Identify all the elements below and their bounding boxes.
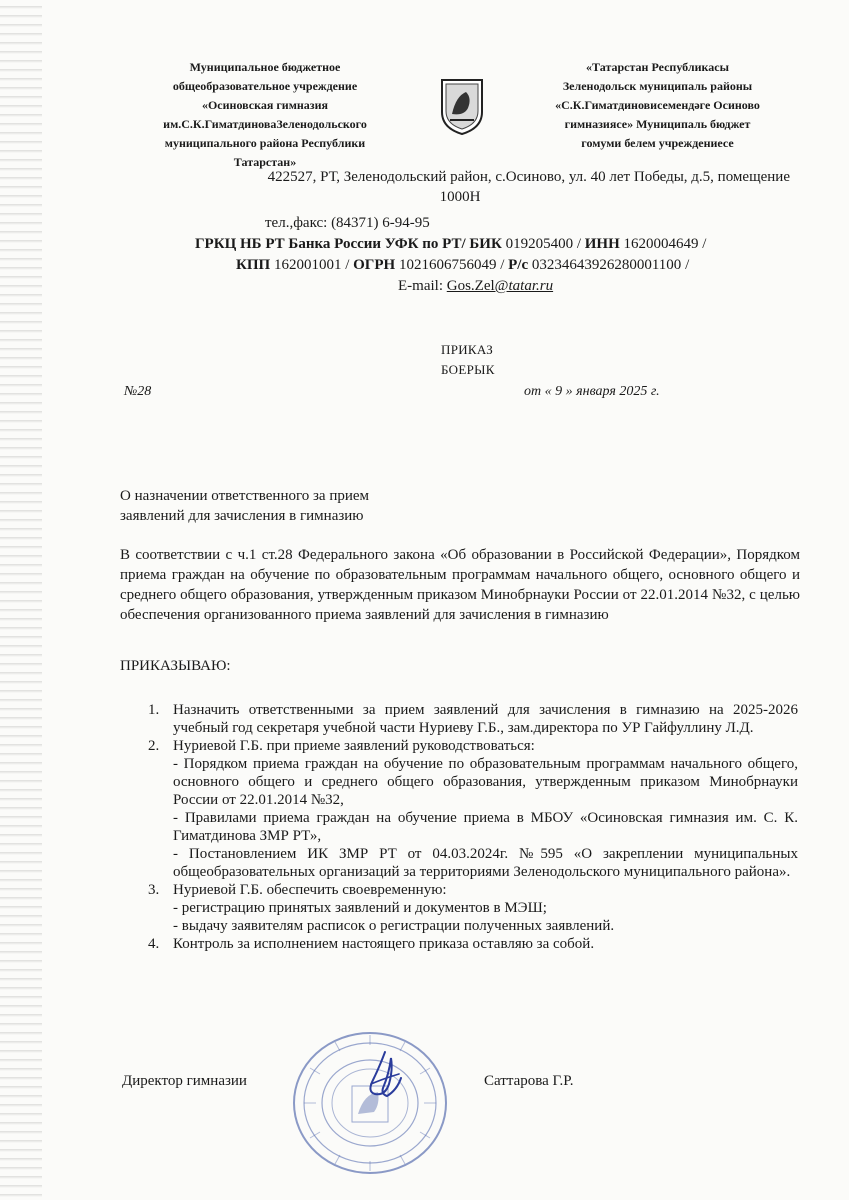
header-left-line: муниципального района Республики — [164, 136, 366, 150]
bank-details-line-2 — [236, 257, 689, 274]
item-number: 4. — [148, 936, 160, 952]
header-right-line: гомуми белем учреждениесе — [581, 136, 734, 150]
header-left-line: им.С.К.ГиматдиноваЗеленодольского — [163, 117, 367, 131]
document-title-ru: ПРИКАЗ — [441, 342, 494, 357]
header-right-line: «Татарстан Республикасы — [586, 60, 729, 74]
item-number: 1. — [148, 702, 160, 718]
email-domain: tatar.ru — [508, 278, 554, 294]
separator: / — [685, 257, 690, 273]
address-line: 1000Н — [439, 189, 481, 205]
list-item — [148, 935, 798, 953]
item-subpoint: - Правилами приема граждан на обучение приема в МБОУ «Осиновская гимназия им. С. К. Гиматдинова ЗМР РТ», — [173, 810, 798, 844]
email-label: E-mail: — [398, 278, 443, 294]
item-subpoint: - выдачу заявителям расписок о регистрации полученных заявлений. — [173, 918, 615, 934]
phone-fax: тел.,факс: (84371) 6-94-95 — [265, 215, 430, 231]
order-number: №28 — [124, 384, 152, 399]
subject-line: заявлений для зачисления в гимназию — [120, 508, 364, 524]
address-line: 422527, РТ, Зеленодольский район, с.Осиново, ул. 40 лет Победы, д.5, помещение — [267, 169, 790, 185]
bank-label: ГРКЦ НБ РТ Банка России УФК по РТ/ БИК — [195, 236, 502, 252]
header-right-line: Зеленодольск муниципаль районы — [562, 79, 753, 93]
ogrn-label: ОГРН — [353, 257, 396, 273]
rs-value: 03234643926280001100 — [531, 257, 682, 273]
email-link[interactable] — [447, 278, 553, 294]
bik-value: 019205400 — [505, 236, 574, 252]
header-left-line: «Осиновская гимназия — [201, 98, 329, 112]
email-line — [398, 278, 553, 295]
separator: / — [702, 236, 707, 252]
item-text: Нуриевой Г.Б. обеспечить своевременную: — [173, 882, 447, 898]
header-right-line: гимназиясе» Муниципаль бюджет — [564, 117, 751, 131]
order-date: от « 9 » января 2025 г. — [524, 384, 660, 399]
order-subject — [120, 486, 440, 526]
orders-heading: ПРИКАЗЫВАЮ: — [120, 658, 231, 674]
item-text: Назначить ответственными за прием заявлений для зачисления в гимназию на 2025-2026 учебный год секретаря учебной части Нуриеву Г.Б., зам.директора по УР Гайфуллину Л.Д. — [173, 702, 798, 736]
item-number: 2. — [148, 738, 160, 754]
address-block — [130, 167, 790, 207]
list-item — [148, 737, 798, 881]
item-number: 3. — [148, 882, 160, 898]
header-right-org-name — [520, 58, 795, 153]
header-left-line: Муниципальное бюджетное — [189, 60, 341, 74]
inn-label: ИНН — [584, 236, 620, 252]
item-subpoint: - Порядком приема граждан на обучение по образовательным программам начального общего, основного общего и среднего общего образования, утвержденным приказом Минобрнауки России от 22.01.2014 №32, — [173, 756, 798, 808]
item-subpoint: - Постановлением ИК ЗМР РТ от 04.03.2024г. №595 «О закреплении муниципальных общеобразовательных организаций за территориями Зеленодольского муниципального района». — [173, 846, 798, 880]
preamble-paragraph: В соответствии с ч.1 ст.28 Федерального закона «Об образовании в Российской Федерации», Порядком приема граждан на обучение по образовательным программам начального общего, основного общего и среднего общего образования, утвержденным приказом Минобрнауки России от 22.01.2014 №32, с целью обеспечения организованного приема заявлений для зачисления в гимназию — [120, 547, 800, 623]
kpp-label: КПП — [236, 257, 271, 273]
bank-details-line-1 — [195, 236, 706, 253]
subject-line: О назначении ответственного за прием — [120, 488, 370, 504]
kpp-value: 162001001 — [273, 257, 342, 273]
header-left-org-name — [130, 58, 400, 172]
inn-value: 1620004649 — [623, 236, 699, 252]
list-item — [148, 881, 798, 935]
email-user: Gos.Zel@ — [446, 278, 509, 294]
item-text: Нуриевой Г.Б. при приеме заявлений руководствоваться: — [173, 738, 535, 754]
separator: / — [345, 257, 350, 273]
separator: / — [576, 236, 581, 252]
item-subpoint: - регистрацию принятых заявлений и документов в МЭШ; — [173, 900, 547, 916]
document-title-tt: БОЕРЫК — [441, 362, 495, 377]
list-item — [148, 701, 798, 737]
handwritten-signature-icon — [355, 1050, 415, 1100]
signatory-name: Саттарова Г.Р. — [484, 1073, 574, 1089]
order-items-list — [148, 701, 798, 953]
header-left-line: общеобразовательное учреждение — [172, 79, 358, 93]
rs-label: Р/с — [508, 257, 529, 273]
tatarstan-coat-of-arms-icon — [438, 78, 486, 136]
item-text: Контроль за исполнением настоящего приказа оставляю за собой. — [173, 936, 595, 952]
ogrn-value: 1021606756049 — [398, 257, 497, 273]
header-right-line: «С.К.Гиматдиновисемендәге Осиново — [555, 98, 760, 112]
scan-edge-artifact — [0, 0, 42, 1200]
signatory-position: Директор гимназии — [122, 1073, 247, 1089]
header-left-line: Татарстан» — [233, 155, 297, 169]
separator: / — [500, 257, 505, 273]
